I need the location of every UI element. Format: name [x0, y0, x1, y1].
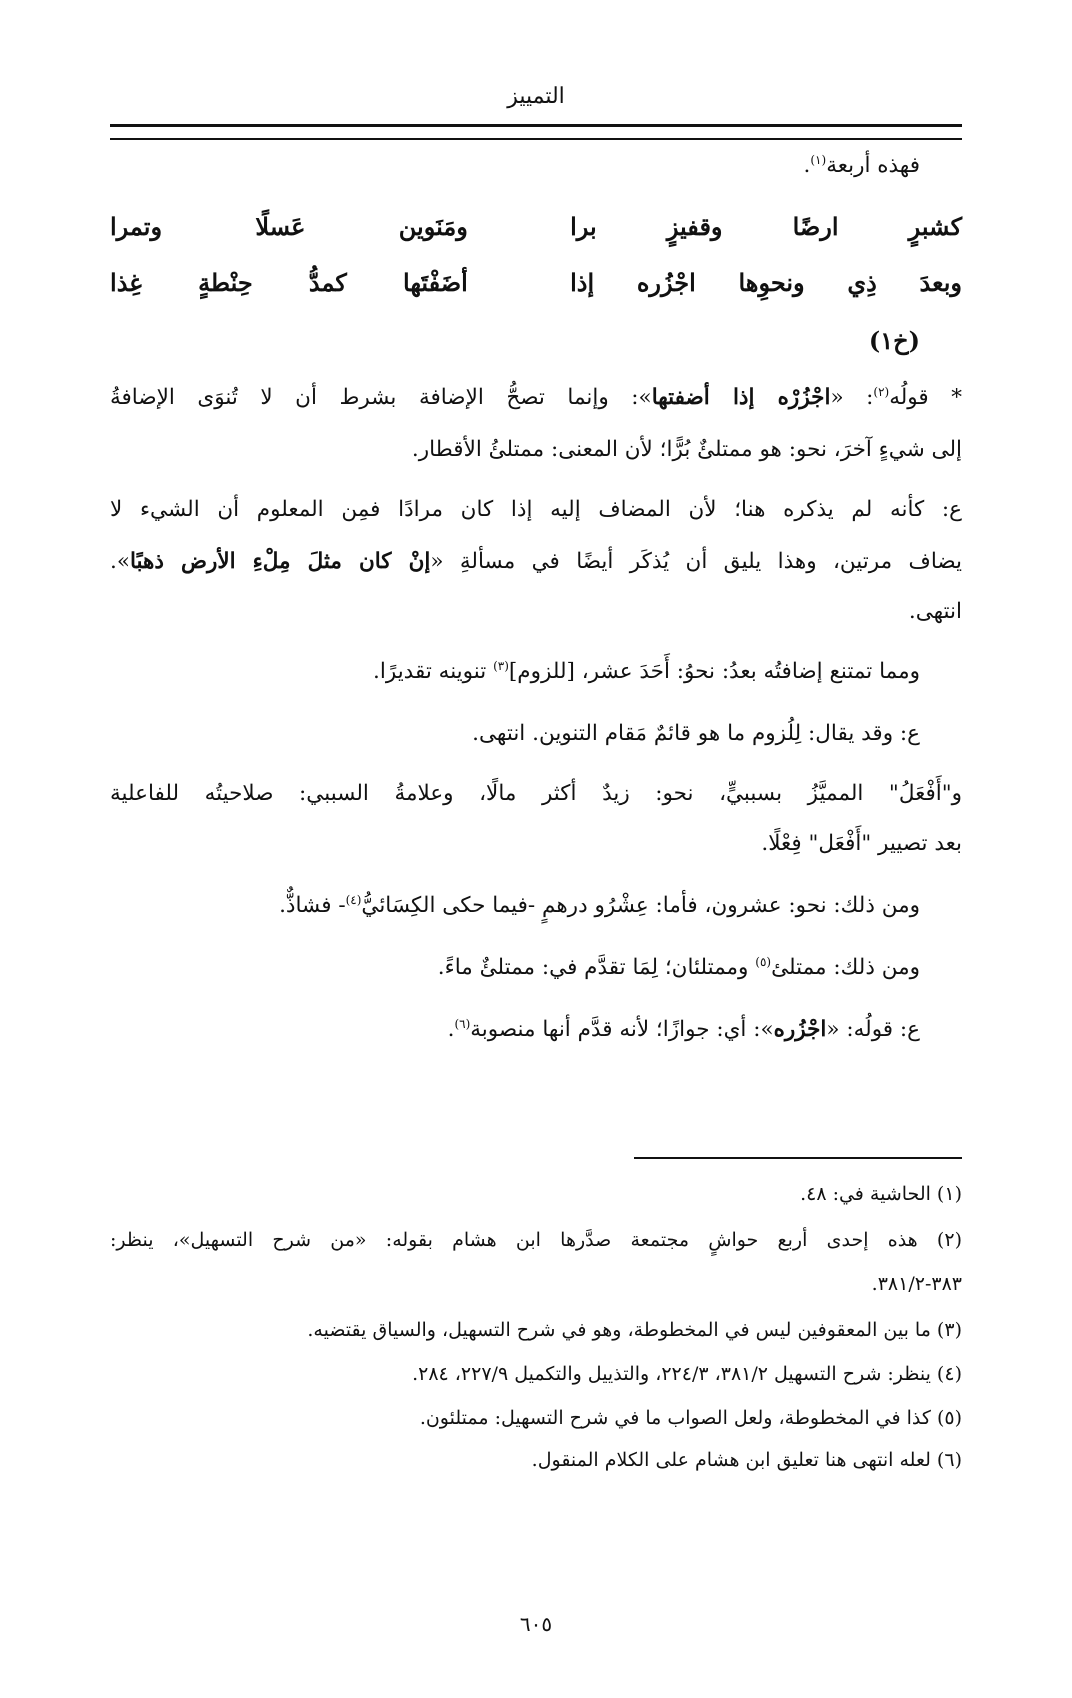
verse-word: وتمرا [110, 211, 163, 241]
verse-word: حِنْطةٍ [198, 267, 253, 297]
quoted-phrase: اجْزُرْه إذا أضفتها [651, 385, 831, 410]
verse-word: وبعدَ [919, 267, 962, 297]
verse-line-2 [110, 262, 962, 302]
footnote-ref-6[interactable]: (٦) [454, 1016, 471, 1031]
verse-line-1 [110, 206, 962, 246]
verse-word: ذِي [847, 267, 877, 297]
para6: ومن ذلك: نحو: عشرون، فأما: عِشْرُو درهمٍ -فيما حكى الكِسَائيُّ$^{(٤)}$- فشاذٌّ. [279, 892, 920, 918]
para4: ع: وقد يقال: لِلُزوم ما هو قائمٌ مَقام التنوين. انتهى. [472, 721, 920, 746]
header-rule-thick [110, 124, 962, 127]
para1-line1: * قولُه$^{(٢)}$: «اجْزُرْه إذا أضفتها»: وإنما تصحُّ الإضافة بشرط أن لا تُنوَى الإضافةُ [110, 384, 962, 410]
footnote-separator [634, 1157, 962, 1159]
footnote-ref-4[interactable]: (٤) [345, 892, 362, 907]
verse-word: عَسلًا [255, 211, 306, 241]
footnote-6: (٦) لعله انتهى هنا تعليق ابن هشام على الكلام المنقول. [531, 1449, 962, 1471]
verse-word: أضَفْتَها [403, 267, 468, 297]
footnote-ref-5[interactable]: (٥) [755, 954, 772, 969]
page-number: ٦٠٥ [519, 1612, 553, 1636]
verse-word: كشبرٍ [908, 211, 962, 241]
footnote-2-line2: ٣٨٣-٣٨١/٢. [871, 1273, 962, 1295]
header-rule-thin [110, 138, 962, 140]
para5-line1: و"أَفْعَلُ" المميَّزُ بسببيٍّ، نحو: زيدٌ أكثر مالًا، وعلامةُ السببي: صلاحيتُه للفاعلية [110, 781, 962, 806]
footnote-2-line1: (٢) هذه إحدى أربع حواشٍ مجتمعة صدَّرها ابن هشام بقوله: «من شرح التسهيل»، ينظر: [110, 1229, 962, 1251]
verse-word: برا [570, 211, 597, 241]
verse-word: ونحوِها [738, 267, 805, 297]
para7: ومن ذلك: ممتلئ$^{(٥)}$ وممتلئان؛ لِمَا تقدَّم في: ممتلئٌ ماءً. [437, 954, 920, 980]
verse-word: إذا [570, 267, 595, 297]
footnote-ref-2[interactable]: (٢) [873, 384, 890, 399]
footnote-4: (٤) ينظر: شرح التسهيل ٣٨١/٢، ٢٢٤/٣، والتذييل والتكميل ٢٢٧/٩، ٢٨٤. [412, 1363, 962, 1385]
footnote-3: (٣) ما بين المعقوفين ليس في المخطوطة، وهو في شرح التسهيل، والسياق يقتضيه. [307, 1319, 962, 1341]
footnote-ref-3[interactable]: (٣) [493, 658, 509, 673]
quoted-phrase: إنْ كان مثلَ مِلْءِ الأرض ذهبًا [130, 549, 431, 574]
verse-2-second-hemistich [110, 268, 468, 297]
verse-word: وقفيزٍ [666, 211, 723, 241]
verse-word: اجْزُره [636, 267, 696, 297]
para8: ع: قولُه: «اجْزُره»: أي: جوازًا؛ لأنه قدَّم أنها منصوبة$^{(٦)}$. [447, 1016, 920, 1042]
para2-line3: انتهى. [908, 599, 962, 624]
verse-word: كمدُّ [308, 267, 347, 297]
para1-line2: إلى شيءٍ آخرَ، نحو: هو ممتلئٌ بُرًّا؛ لأن المعنى: ممتلئُ الأقطار. [411, 437, 962, 462]
para5-line2: بعد تصيير "أَفْعَل" فِعْلًا. [761, 831, 962, 856]
para3: ومما تمتنع إضافتُه بعدُ: نحوُ: أَحَدَ عشر، [للزوم]$^{(٣)}$ تنوينه تقديرًا. [373, 658, 920, 684]
verse-source-ref: (خ١) [868, 325, 920, 355]
quoted-phrase: اجْزُره [773, 1017, 827, 1042]
verse-reference-line [110, 320, 962, 360]
footnote-1: (١) الحاشية في: ٤٨. [800, 1183, 962, 1205]
para2-line2: يضاف مرتين، وهذا يليق أن يُذكَر أيضًا في مسألةِ «إنْ كان مثلَ مِلْءِ الأرض ذهبًا». [110, 549, 962, 574]
verse-2-first-hemistich [570, 268, 962, 297]
footnote-ref-1[interactable]: (١) [810, 152, 827, 167]
verse-word: غِذا [110, 267, 142, 297]
para2-line1: ع: كأنه لم يذكره هنا؛ لأن المضاف إليه إذا كان مرادًا فمِن المعلوم أن الشيء لا [110, 497, 962, 522]
verse-1-second-hemistich [110, 212, 468, 241]
running-header-title: التمييز [507, 84, 565, 109]
intro-line: فهذه أربعة$^{(١)}$. [803, 152, 920, 178]
verse-word: ومَنَوين [398, 211, 468, 241]
footnote-5: (٥) كذا في المخطوطة، ولعل الصواب ما في شرح التسهيل: ممتلئون. [419, 1407, 962, 1429]
verse-word: ارضًا [792, 211, 839, 241]
verse-1-first-hemistich [570, 212, 962, 241]
